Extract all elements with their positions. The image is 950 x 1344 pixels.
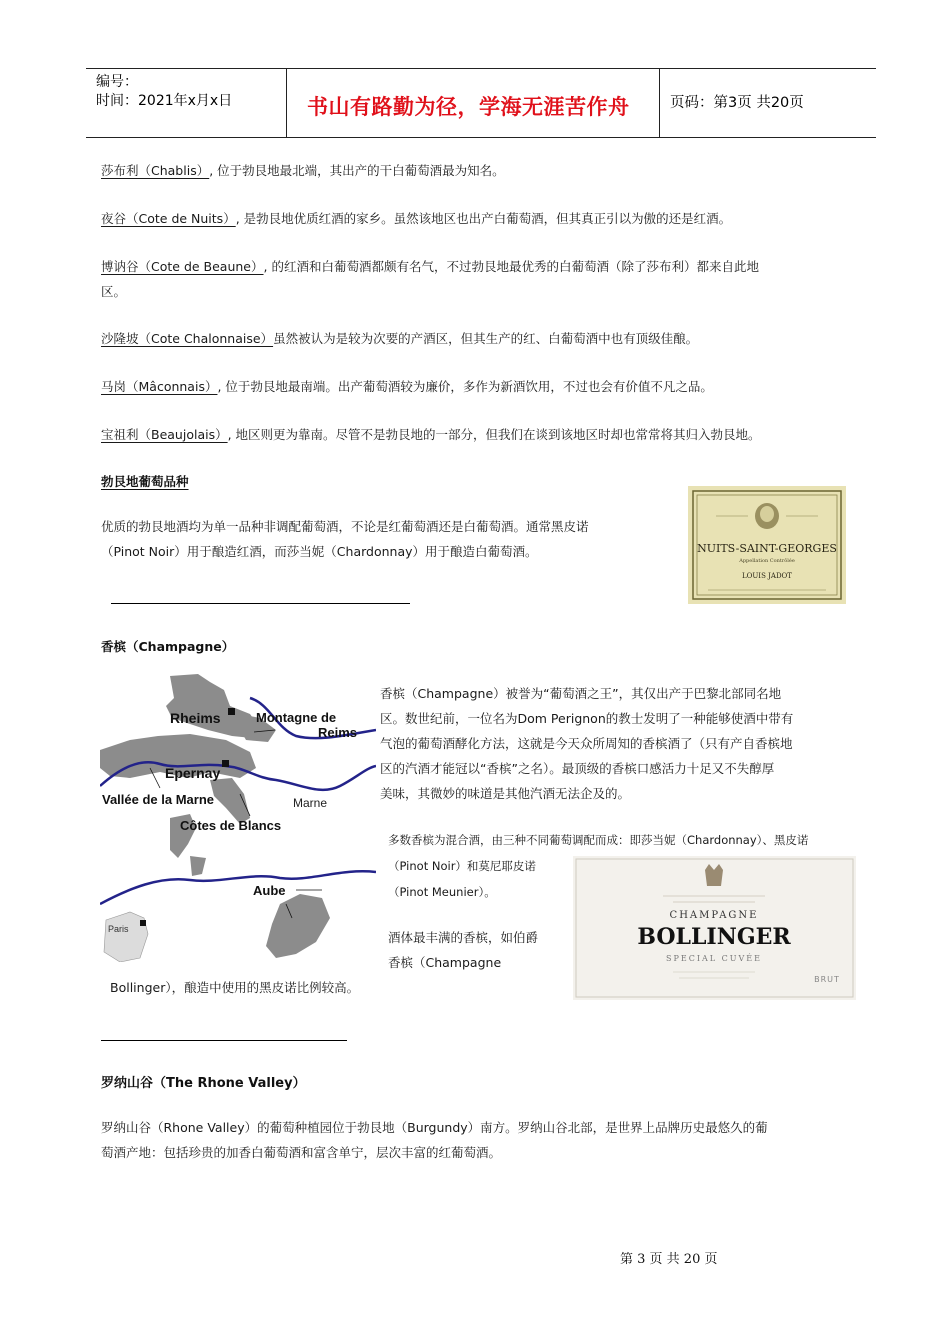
champagne-heading: 香槟（Champagne） bbox=[101, 639, 235, 654]
header-motto-cell bbox=[287, 69, 660, 137]
champagne-line: （Pinot Noir）和莫尼耶皮诺 bbox=[388, 859, 536, 873]
region-maconnais bbox=[101, 374, 861, 399]
grapes-paragraph bbox=[101, 514, 681, 564]
region-name: 莎布利（Chablis） bbox=[101, 163, 210, 178]
section-divider bbox=[111, 603, 410, 604]
map-label-epernay: Epernay bbox=[165, 765, 221, 781]
map-label-paris: Paris bbox=[108, 924, 129, 934]
bollinger-cuvee: SPECIAL CUVÉE bbox=[666, 954, 762, 963]
time-label: 时间：2021年x月x日 bbox=[96, 93, 233, 109]
bollinger-brut: BRUT bbox=[814, 975, 840, 984]
region-name: 马岗（Mâconnais） bbox=[101, 379, 218, 394]
champagne-line: 酒体最丰满的香槟，如伯爵 bbox=[388, 930, 539, 945]
page-header bbox=[86, 68, 876, 138]
rhone-paragraph bbox=[101, 1115, 871, 1165]
bollinger-label-image bbox=[573, 856, 856, 1000]
bollinger-top: CHAMPAGNE bbox=[669, 910, 759, 921]
region-name: 夜谷（Cote de Nuits） bbox=[101, 211, 236, 226]
region-cote-de-nuits bbox=[101, 206, 861, 231]
region-text: , 位于勃艮地最北端，其出产的干白葡萄酒最为知名。 bbox=[209, 163, 505, 178]
champagne-line: 多数香槟为混合酒，由三种不同葡萄调配而成：即莎当妮（Chardonnay）、黑皮诺 bbox=[388, 833, 809, 847]
header-meta-cell bbox=[86, 69, 287, 137]
region-cote-chalonnaise bbox=[101, 326, 861, 351]
region-name: 宝祖利（Beaujolais） bbox=[101, 427, 228, 442]
motto-text: 书山有路勤为径，学海无涯苦作舟 bbox=[307, 95, 630, 119]
region-text: 虽然被认为是较为次要的产酒区，但其生产的红、白葡萄酒中也有顶级佳酿。 bbox=[273, 331, 699, 346]
champagne-line: （Pinot Meunier）。 bbox=[388, 885, 496, 899]
region-text: , 的红酒和白葡萄酒都颇有名气，不过勃艮地最优秀的白葡萄酒（除了莎布利）都来自此地 bbox=[263, 259, 759, 274]
label-appellation: Appellation Contrôlée bbox=[739, 558, 795, 564]
champagne-line: 区的汽酒才能冠以“香槟”之名）。最顶级的香槟口感活力十足又不失醇厚 bbox=[380, 761, 775, 776]
region-text: , 是勃艮地优质红酒的家乡。虽然该地区也出产白葡萄酒，但其真正引以为傲的还是红酒。 bbox=[235, 211, 732, 226]
champagne-line: 气泡的葡萄酒酵化方法，这就是今天众所周知的香槟酒了（只有产自香槟地 bbox=[380, 736, 793, 751]
champagne-paragraph-1 bbox=[380, 681, 860, 806]
champagne-paragraph-3 bbox=[388, 925, 568, 975]
map-label-aube: Aube bbox=[253, 883, 286, 898]
region-chablis bbox=[101, 158, 861, 183]
label-producer: LOUIS JADOT bbox=[742, 572, 792, 580]
page-label: 页码：第3页 共20页 bbox=[670, 95, 804, 111]
region-text-cont: 区。 bbox=[101, 284, 127, 299]
champagne-line: 香槟（Champagne bbox=[388, 955, 502, 970]
region-name: 博讷谷（Cote de Beaune） bbox=[101, 259, 264, 274]
number-label: 编号： bbox=[96, 74, 138, 90]
region-beaujolais bbox=[101, 422, 871, 447]
header-page-cell bbox=[660, 69, 876, 137]
rhone-heading: 罗纳山谷（The Rhone Valley） bbox=[101, 1076, 306, 1091]
champagne-line: 香槟（Champagne）被誉为“葡萄酒之王”，其仅出产于巴黎北部同名地 bbox=[380, 686, 782, 701]
region-text: , 位于勃艮地最南端。出产葡萄酒较为廉价，多作为新酒饮用，不过也会有价值不凡之品。 bbox=[217, 379, 713, 394]
map-label-rheims: Rheims bbox=[170, 710, 221, 726]
map-label-vallee: Vallée de la Marne bbox=[102, 792, 215, 807]
champagne-line: 区。数世纪前，一位名为Dom Perignon的教士发明了一种能够使酒中带有 bbox=[380, 711, 794, 726]
rhone-line: 罗纳山谷（Rhone Valley）的葡萄种植园位于勃艮地（Burgundy）南方。罗纳山谷北部，是世界上品牌历史最悠久的葡 bbox=[101, 1120, 768, 1135]
page-footer: 第 3 页 共 20 页 bbox=[620, 1252, 718, 1267]
grapes-line: （Pinot Noir）用于酿造红酒，而莎当妮（Chardonnay）用于酿造白葡萄酒。 bbox=[101, 544, 538, 559]
bollinger-brand: BOLLINGER bbox=[637, 924, 791, 950]
section-divider bbox=[101, 1040, 347, 1041]
champagne-line: 美味，其微妙的味道是其他汽酒无法企及的。 bbox=[380, 786, 631, 801]
wine-label-image bbox=[688, 486, 846, 604]
region-cote-de-beaune bbox=[101, 254, 871, 304]
map-label-cotes: Côtes de Blancs bbox=[180, 818, 282, 833]
region-name: 沙隆坡（Cote Chalonnaise） bbox=[101, 331, 274, 346]
grapes-heading: 勃艮地葡萄品种 bbox=[101, 474, 189, 489]
map-label-marne: Marne bbox=[293, 796, 328, 810]
rhone-line: 萄酒产地：包括珍贵的加香白葡萄酒和富含单宁，层次丰富的红葡萄酒。 bbox=[101, 1145, 502, 1160]
champagne-map bbox=[100, 668, 376, 962]
map-label-reims: Reims bbox=[318, 725, 358, 740]
map-label-montagne: Montagne de bbox=[256, 710, 337, 725]
label-title: NUITS-SAINT-GEORGES bbox=[697, 542, 837, 555]
grapes-line: 优质的勃艮地酒均为单一品种非调配葡萄酒，不论是红葡萄酒还是白葡萄酒。通常黑皮诺 bbox=[101, 519, 589, 534]
champagne-paragraph-3-end: Bollinger），酿造中使用的黑皮诺比例较高。 bbox=[110, 980, 360, 995]
region-text: , 地区则更为靠南。尽管不是勃艮地的一部分，但我们在谈到该地区时却也常常将其归入勃艮地。 bbox=[227, 427, 761, 442]
